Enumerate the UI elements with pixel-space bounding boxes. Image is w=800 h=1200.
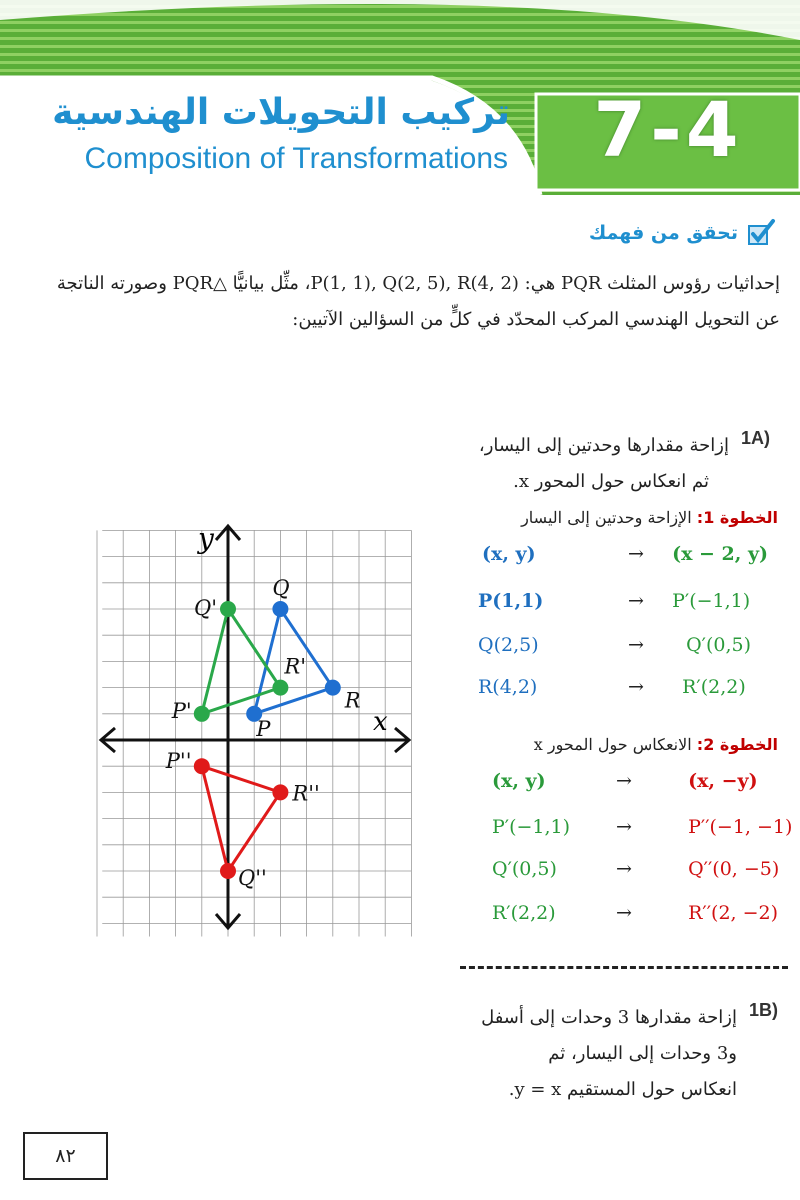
triangle-pqr-label: R <box>344 688 361 713</box>
y-axis-label: y <box>198 522 214 555</box>
part-1a-line-2: ثم انعكاس حول المحور x. <box>513 471 709 492</box>
triangle-pqr-double-prime-vertex <box>220 863 236 879</box>
step-2-text: الانعكاس حول المحور x <box>533 735 692 754</box>
problem-statement <box>16 266 780 338</box>
step-1-label: الخطوة 1: <box>696 508 778 527</box>
triangle-pqr-prime-vertex <box>272 680 288 696</box>
part-1a-label: 1A) <box>740 428 770 448</box>
arrow: → <box>616 816 632 838</box>
arrow: → <box>628 634 644 656</box>
triangle-pqr-prime-label: Q' <box>194 596 217 620</box>
part-1a-line-1: إزاحة مقدارها وحدتين إلى اليسار، <box>478 435 729 456</box>
arrow: → <box>616 902 632 924</box>
triangle-pqr-prime-label: P' <box>171 698 192 723</box>
triangle-pqr-prime-vertex <box>220 601 236 617</box>
triangle-pqr-prime-label: R' <box>284 654 306 679</box>
lesson-number: 7-4 <box>593 84 743 174</box>
step-1-heading <box>521 508 778 527</box>
triangle-pqr-double-prime-label: P'' <box>165 749 192 774</box>
step-2-row-r <box>492 902 778 924</box>
map-to: P′(−1,1) <box>672 590 751 612</box>
problem-line-2: عن التحويل الهندسي المركب المحدّد في كلٍّ من السؤالين الآتيين: <box>292 309 780 330</box>
triangle-pqr-vertex <box>325 680 341 696</box>
part-1b <box>481 1000 778 1108</box>
part-1b-line-3: انعكاس حول المستقيم y = x. <box>508 1079 737 1100</box>
problem-line-1: إحداثيات رؤوس المثلث PQR هي: P(1, 1), Q(2, 5), R(4, 2)، مثِّل بيانيًّا △PQR وصورته الناتجة <box>56 273 780 294</box>
step-1-row-p <box>478 590 750 612</box>
rule-to: (x − 2, y) <box>672 543 769 565</box>
triangle-pqr-prime-vertex <box>194 706 210 722</box>
rule-from: (x, y) <box>492 770 546 792</box>
x-axis-label: x <box>373 707 388 737</box>
part-1b-line-1: إزاحة مقدارها 3 وحدات إلى أسفل <box>481 1007 737 1028</box>
triangle-pqr-double-prime-label: Q'' <box>238 866 267 890</box>
arrow: → <box>616 770 632 792</box>
step-2-label: الخطوة 2: <box>696 735 778 754</box>
part-1b-line-2: و3 وحدات إلى اليسار، ثم <box>548 1043 737 1064</box>
lesson-title-arabic: تركيب التحويلات الهندسية <box>52 92 510 133</box>
step-2-rule <box>492 770 758 792</box>
checkbox-icon <box>746 218 776 248</box>
map-to: P′′(−1, −1) <box>688 816 793 838</box>
map-from: R(4,2) <box>478 676 538 698</box>
step-1-row-r <box>478 676 746 698</box>
map-from: Q′(0,5) <box>492 858 557 880</box>
step-1-rule <box>482 543 768 565</box>
step-1-row-q <box>478 634 751 656</box>
arrow: → <box>628 590 644 612</box>
map-from: P(1,1) <box>478 590 544 612</box>
step-2-heading <box>534 735 778 754</box>
map-from: R′(2,2) <box>492 902 556 924</box>
coordinate-graph <box>95 518 417 938</box>
page-number: ٨٢ <box>23 1132 108 1180</box>
map-to: Q′′(0, −5) <box>688 858 780 880</box>
check-label: تحقق من فهمك <box>588 222 738 244</box>
part-1b-label: 1B) <box>748 1000 778 1020</box>
triangle-pqr-double-prime-vertex <box>272 784 288 800</box>
map-to: Q′(0,5) <box>686 634 752 656</box>
map-to: R′(2,2) <box>682 676 746 698</box>
map-from: P′(−1,1) <box>492 816 571 838</box>
triangle-pqr-label: P <box>256 716 271 741</box>
map-to: R′′(2, −2) <box>688 902 779 924</box>
rule-from: (x, y) <box>482 543 536 565</box>
triangle-pqr-vertex <box>272 601 288 617</box>
arrow: → <box>628 543 644 565</box>
step-2-row-q <box>492 858 779 880</box>
check-understanding <box>589 218 776 248</box>
arrow: → <box>616 858 632 880</box>
triangle-pqr-double-prime-label: R'' <box>292 781 320 806</box>
rule-to: (x, −y) <box>688 770 758 792</box>
step-2-row-p <box>492 816 792 838</box>
triangle-pqr-label: Q <box>272 576 290 600</box>
dashed-divider <box>460 966 788 969</box>
lesson-title-english: Composition of Transformations <box>84 142 508 175</box>
triangle-pqr-double-prime-vertex <box>194 758 210 774</box>
part-1a <box>479 428 770 500</box>
step-1-text: الإزاحة وحدتين إلى اليسار <box>521 508 692 527</box>
arrow: → <box>628 676 644 698</box>
map-from: Q(2,5) <box>478 634 539 656</box>
